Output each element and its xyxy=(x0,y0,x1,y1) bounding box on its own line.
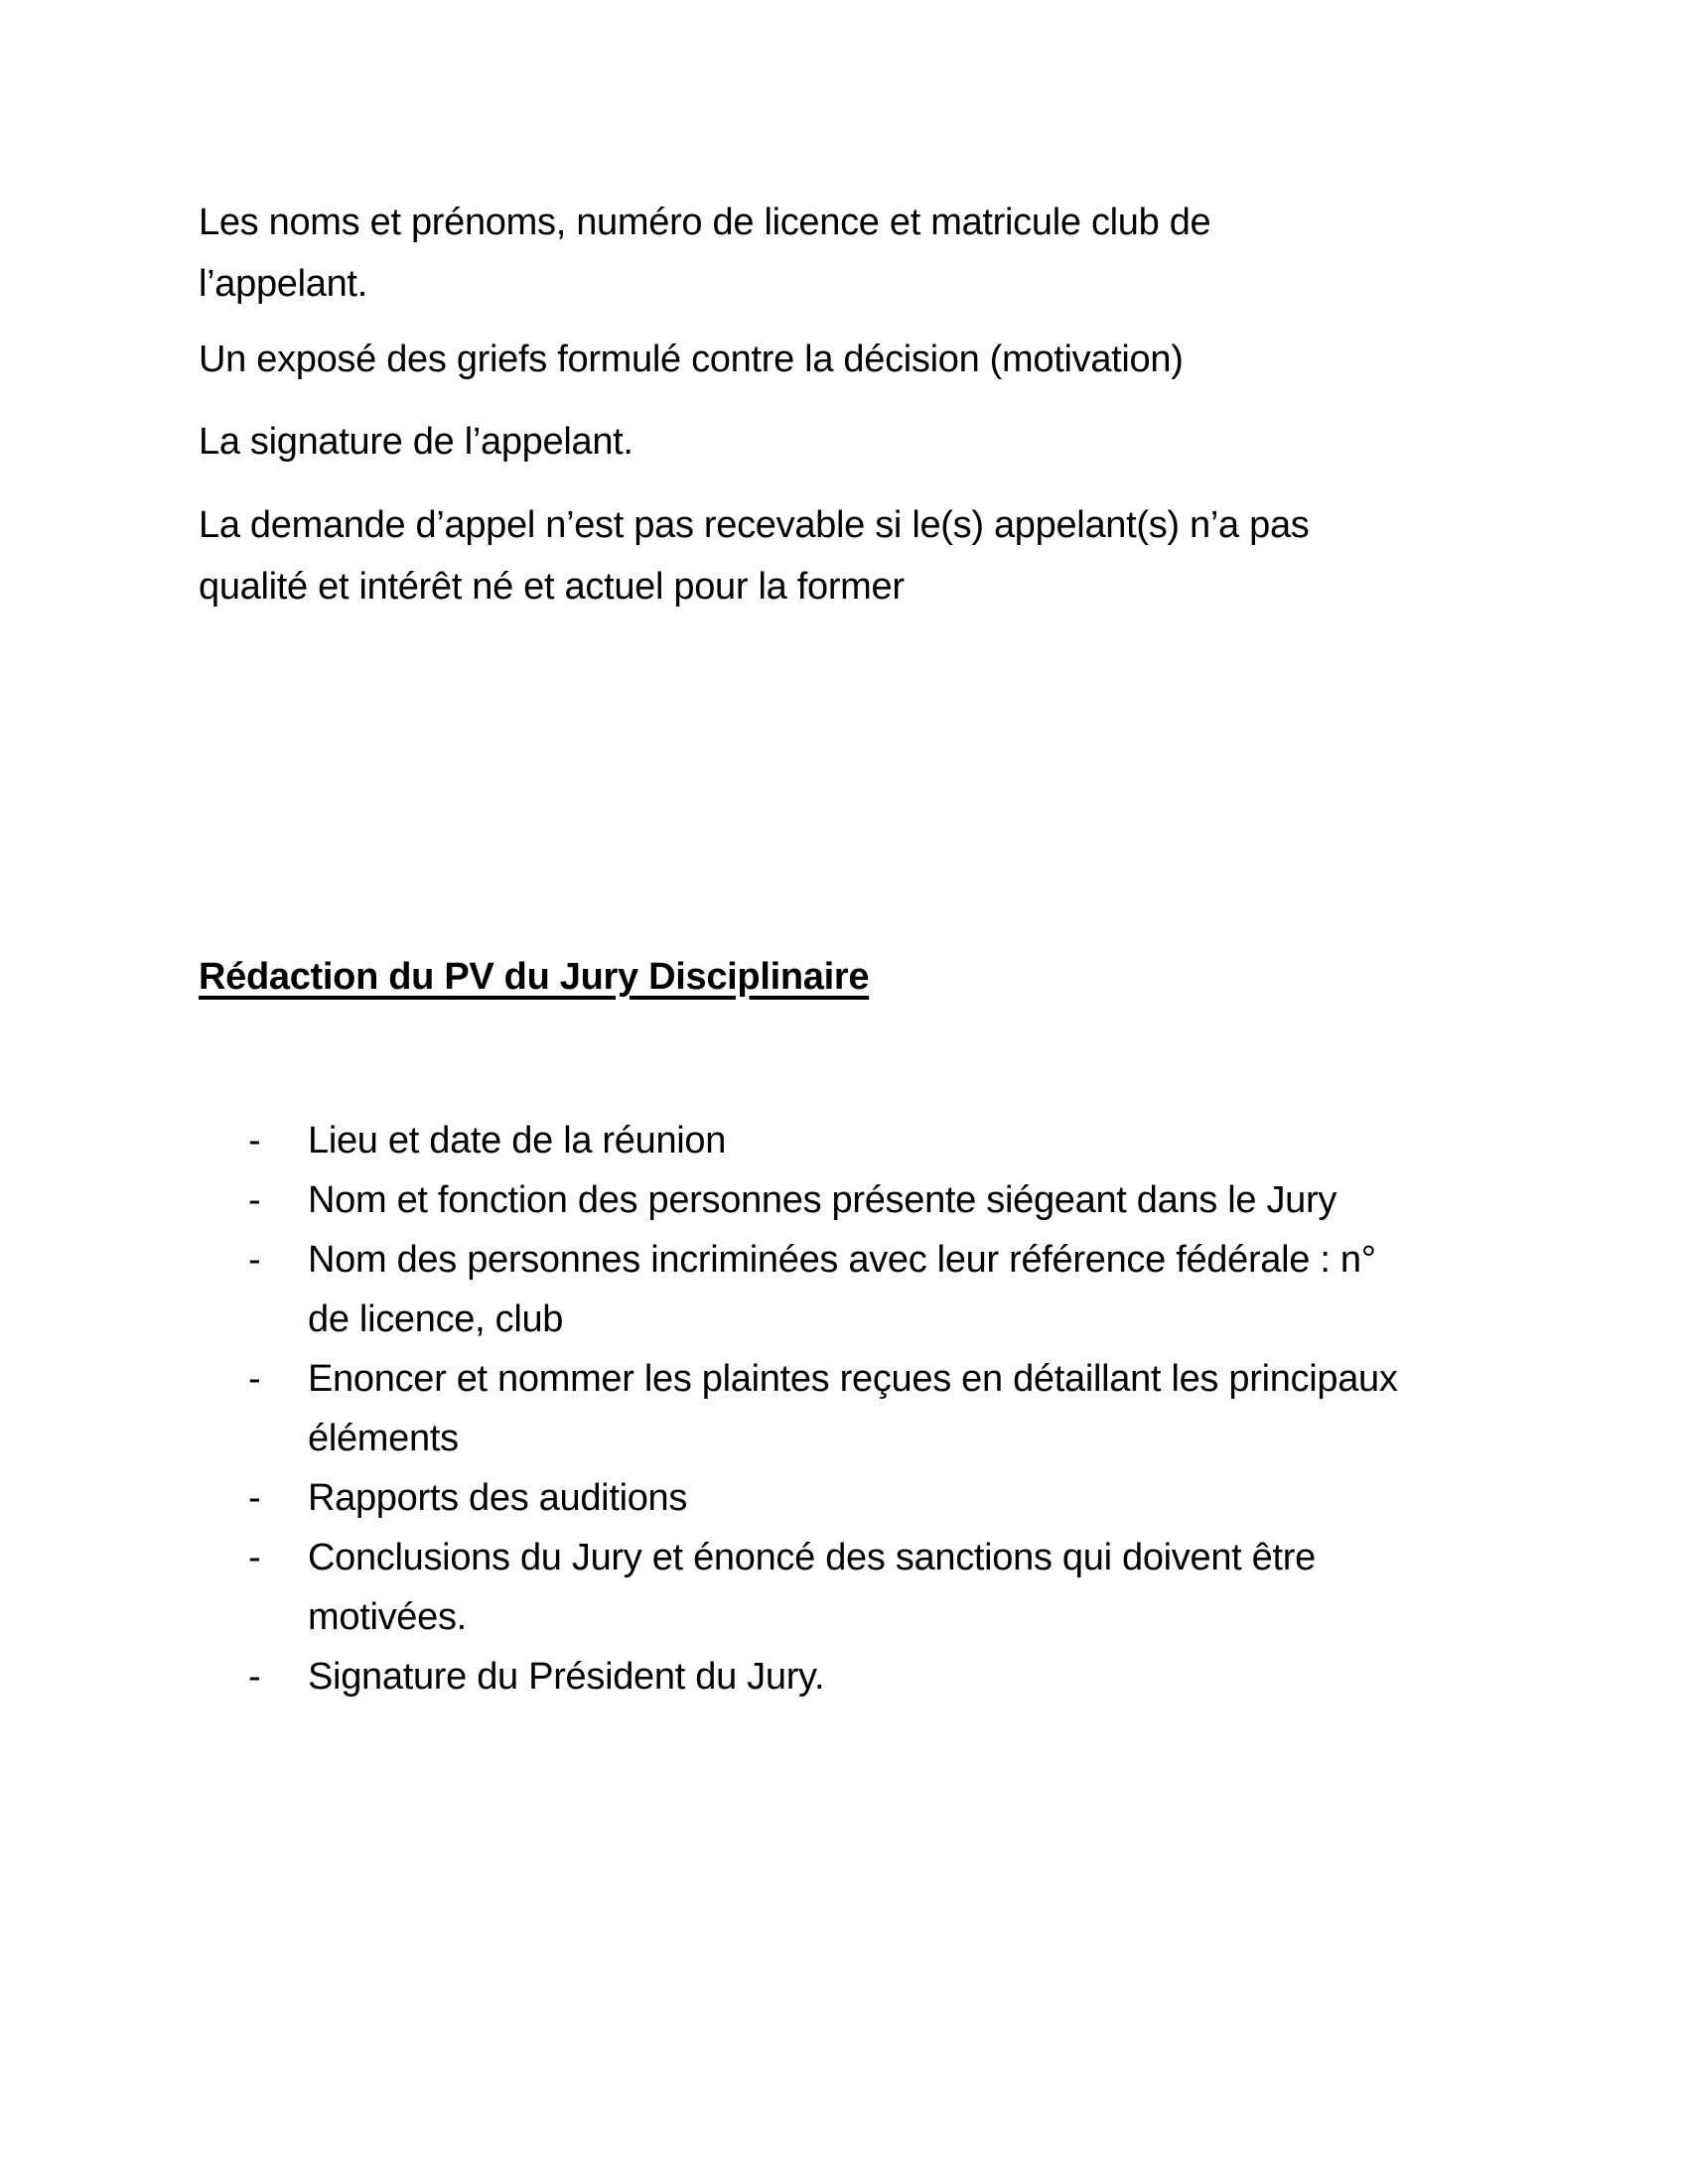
list-item-line: Lieu et date de la réunion xyxy=(308,1120,727,1161)
list-item xyxy=(199,1468,1489,1528)
list-item-line: Signature du Président du Jury. xyxy=(308,1656,825,1698)
list-item-line: Nom des personnes incriminées avec leur référence fédérale : n° xyxy=(308,1239,1376,1281)
paragraph xyxy=(199,411,1489,473)
list-item-dash: - xyxy=(248,1179,261,1221)
paragraph-line: La demande d’appel n’est pas recevable si le(s) appelant(s) n’a pas xyxy=(199,504,1310,546)
list-item xyxy=(199,1528,1489,1647)
paragraph-line: La signature de l’appelant. xyxy=(199,421,633,463)
list-item xyxy=(199,1647,1489,1706)
list-item xyxy=(199,1111,1489,1170)
bullet-list xyxy=(199,1111,1489,1706)
list-item-line: Enoncer et nommer les plaintes reçues en détaillant les principaux xyxy=(308,1358,1398,1400)
section-heading-text: Rédaction du PV du Jury Disciplinaire xyxy=(199,956,870,998)
list-item-dash: - xyxy=(248,1120,261,1161)
list-item xyxy=(199,1349,1489,1468)
paragraph-line: l’appelant. xyxy=(199,263,367,305)
list-item-line: motivées. xyxy=(308,1596,467,1638)
list-item xyxy=(199,1170,1489,1230)
paragraph-line: Un exposé des griefs formulé contre la décision (motivation) xyxy=(199,339,1184,380)
section-heading xyxy=(199,946,1489,1008)
list-item-line: Conclusions du Jury et énoncé des sanctions qui doivent être xyxy=(308,1537,1316,1578)
list-item-dash: - xyxy=(248,1656,261,1698)
paragraph xyxy=(199,494,1489,617)
paragraph xyxy=(199,192,1489,315)
list-item-line: éléments xyxy=(308,1418,459,1459)
list-item-line: Rapports des auditions xyxy=(308,1477,688,1519)
paragraph xyxy=(199,329,1489,390)
list-item-line: de licence, club xyxy=(308,1298,564,1340)
list-item-dash: - xyxy=(248,1477,261,1519)
list-item xyxy=(199,1230,1489,1349)
list-item-dash: - xyxy=(248,1239,261,1281)
list-item-dash: - xyxy=(248,1358,261,1400)
list-item-dash: - xyxy=(248,1537,261,1578)
paragraph-line: Les noms et prénoms, numéro de licence et matricule club de xyxy=(199,202,1211,243)
paragraph-line: qualité et intérêt né et actuel pour la former xyxy=(199,566,905,608)
list-item-line: Nom et fonction des personnes présente siégeant dans le Jury xyxy=(308,1179,1337,1221)
document-content xyxy=(199,192,1489,1706)
